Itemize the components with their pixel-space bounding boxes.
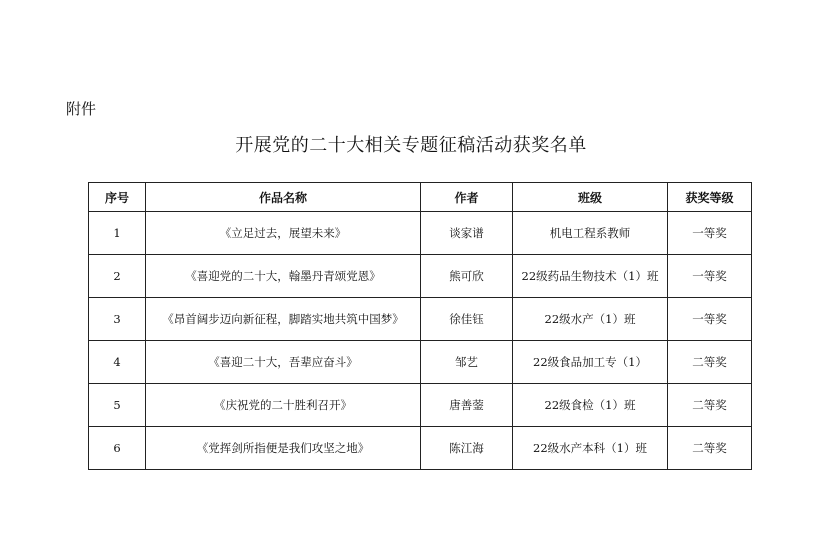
header-class: 班级: [513, 183, 668, 212]
cell-class: 机电工程系教师: [513, 212, 668, 255]
header-work: 作品名称: [146, 183, 421, 212]
table-row: [89, 212, 752, 255]
cell-work: 《党挥剑所指便是我们攻坚之地》: [146, 427, 421, 470]
cell-class: 22级药品生物技术（1）班: [513, 255, 668, 298]
cell-author: 谈家谱: [421, 212, 513, 255]
header-level: 获奖等级: [668, 183, 752, 212]
document-title: 开展党的二十大相关专题征稿活动获奖名单: [235, 135, 587, 156]
cell-author: 徐佳钰: [421, 298, 513, 341]
cell-no: 4: [89, 341, 146, 384]
table-row: [89, 427, 752, 470]
cell-no: 6: [89, 427, 146, 470]
cell-author: 邹艺: [421, 341, 513, 384]
attachment-label: 附件: [66, 100, 97, 118]
table-header-row: [89, 183, 752, 212]
cell-author: 唐善蓥: [421, 384, 513, 427]
cell-no: 3: [89, 298, 146, 341]
cell-work: 《昂首阔步迈向新征程，脚踏实地共筑中国梦》: [146, 298, 421, 341]
cell-level: 一等奖: [668, 255, 752, 298]
cell-class: 22级水产（1）班: [513, 298, 668, 341]
cell-no: 5: [89, 384, 146, 427]
cell-level: 二等奖: [668, 341, 752, 384]
table-row: [89, 384, 752, 427]
cell-level: 二等奖: [668, 427, 752, 470]
cell-level: 一等奖: [668, 212, 752, 255]
cell-author: 熊可欣: [421, 255, 513, 298]
header-author: 作者: [421, 183, 513, 212]
cell-class: 22级食品加工专（1）: [513, 341, 668, 384]
cell-level: 一等奖: [668, 298, 752, 341]
cell-work: 《庆祝党的二十胜利召开》: [146, 384, 421, 427]
cell-author: 陈江海: [421, 427, 513, 470]
table-row: [89, 341, 752, 384]
cell-work: 《喜迎二十大，吾辈应奋斗》: [146, 341, 421, 384]
cell-work: 《喜迎党的二十大，翰墨丹青颂党恩》: [146, 255, 421, 298]
cell-no: 1: [89, 212, 146, 255]
cell-class: 22级水产本科（1）班: [513, 427, 668, 470]
cell-work: 《立足过去，展望未来》: [146, 212, 421, 255]
cell-no: 2: [89, 255, 146, 298]
table-row: [89, 255, 752, 298]
header-no: 序号: [89, 183, 146, 212]
award-table: [88, 182, 752, 470]
cell-level: 二等奖: [668, 384, 752, 427]
table-row: [89, 298, 752, 341]
cell-class: 22级食检（1）班: [513, 384, 668, 427]
